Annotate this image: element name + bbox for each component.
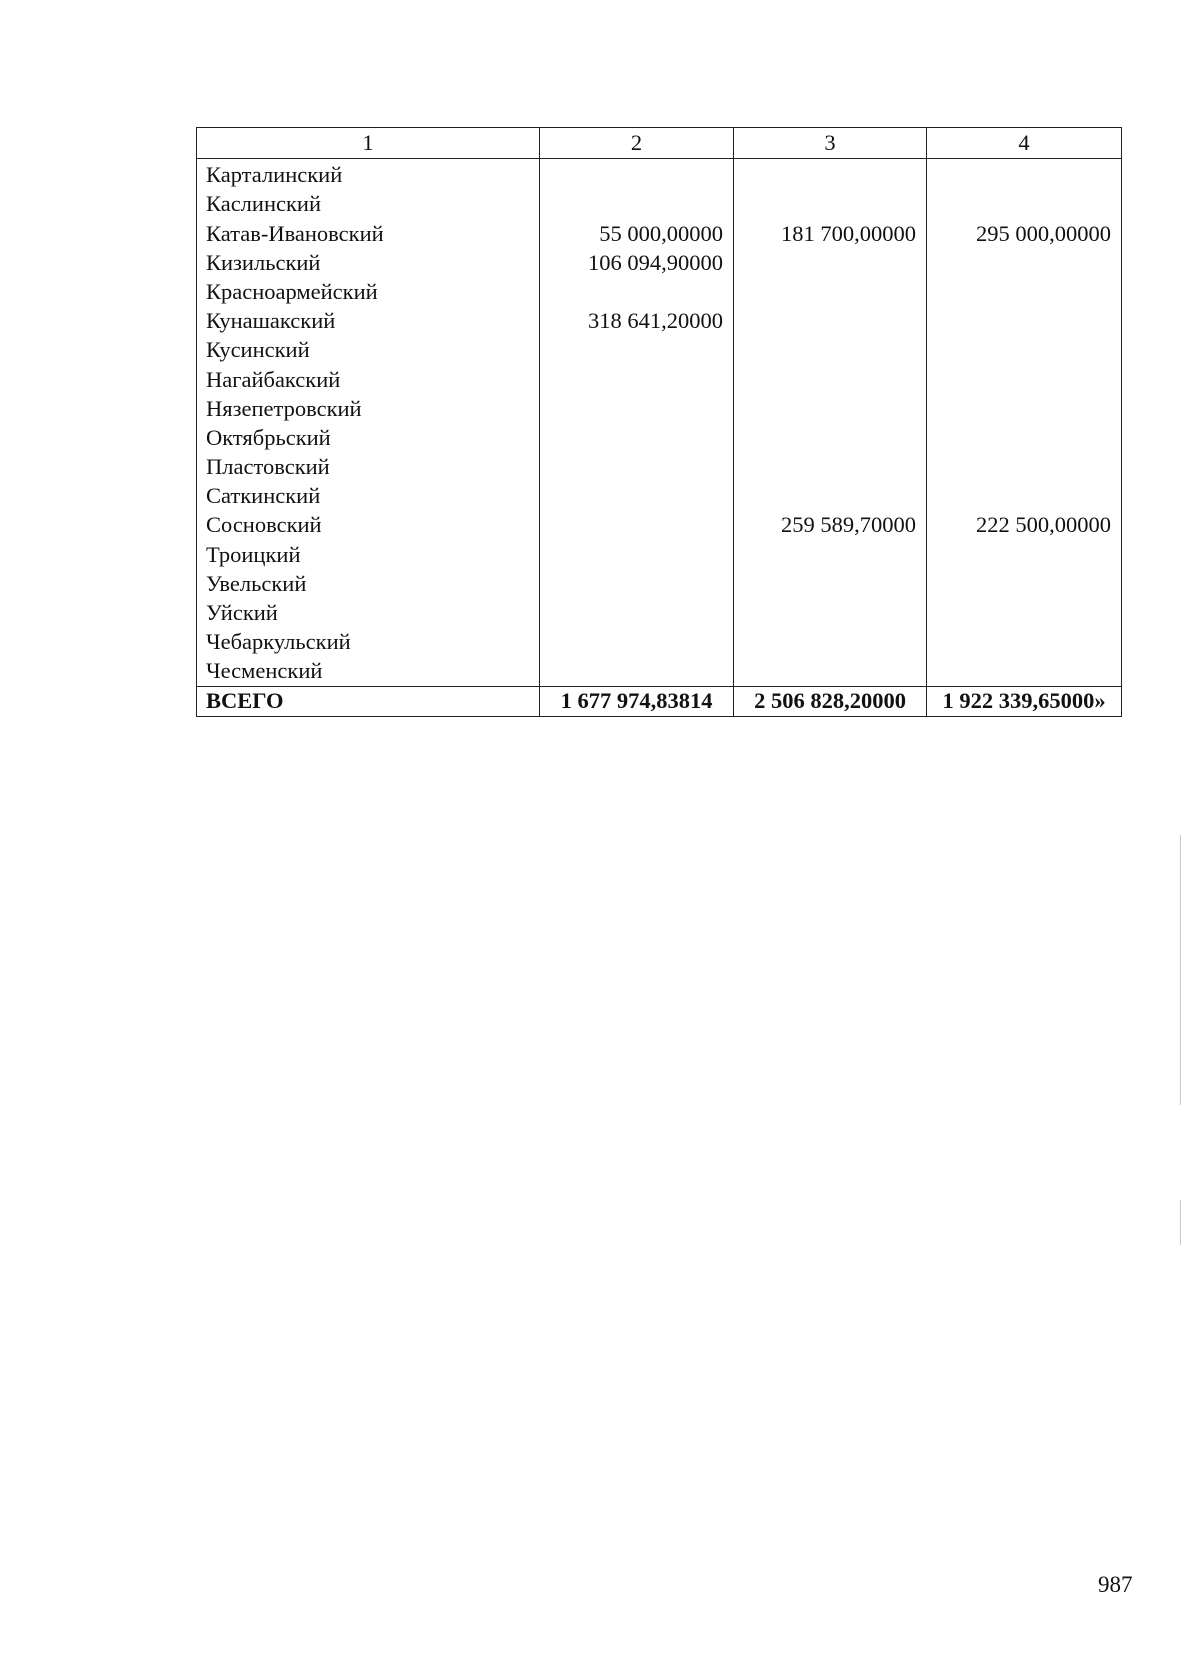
table-row	[197, 336, 1122, 365]
data-table	[196, 127, 1122, 717]
value-col-2	[540, 540, 734, 569]
header-cell: 3	[734, 128, 927, 159]
table-row	[197, 657, 1122, 687]
value-col-3: 181 700,00000	[734, 219, 927, 248]
district-name: Нязепетровский	[197, 395, 540, 424]
district-name: Кусинский	[197, 336, 540, 365]
value-col-2	[540, 190, 734, 219]
value-col-4	[927, 482, 1122, 511]
scan-artifact-line	[1180, 835, 1181, 1105]
table-row	[197, 453, 1122, 482]
district-name: Увельский	[197, 570, 540, 599]
value-col-4	[927, 424, 1122, 453]
value-col-4	[927, 159, 1122, 191]
value-col-3	[734, 628, 927, 657]
value-col-4	[927, 307, 1122, 336]
table-row	[197, 278, 1122, 307]
table-row	[197, 628, 1122, 657]
value-col-2	[540, 424, 734, 453]
district-name: Каслинский	[197, 190, 540, 219]
total-col-2: 1 677 974,83814	[540, 687, 734, 717]
value-col-3	[734, 599, 927, 628]
value-col-2	[540, 628, 734, 657]
value-col-4	[927, 395, 1122, 424]
district-name: Троицкий	[197, 540, 540, 569]
table-row	[197, 482, 1122, 511]
table-row	[197, 249, 1122, 278]
value-col-2	[540, 599, 734, 628]
value-col-2	[540, 365, 734, 394]
table-row	[197, 540, 1122, 569]
value-col-3	[734, 540, 927, 569]
value-col-2: 106 094,90000	[540, 249, 734, 278]
page-number: 987	[1098, 1572, 1133, 1597]
value-col-3	[734, 336, 927, 365]
table-row	[197, 365, 1122, 394]
value-col-3	[734, 190, 927, 219]
value-col-3: 259 589,70000	[734, 511, 927, 540]
value-col-3	[734, 159, 927, 191]
district-name: Кунашакский	[197, 307, 540, 336]
table-row	[197, 570, 1122, 599]
value-col-4	[927, 249, 1122, 278]
value-col-3	[734, 278, 927, 307]
district-name: Карталинский	[197, 159, 540, 191]
value-col-4	[927, 599, 1122, 628]
total-col-4: 1 922 339,65000»	[927, 687, 1122, 717]
table-row	[197, 307, 1122, 336]
value-col-2	[540, 159, 734, 191]
value-col-2	[540, 570, 734, 599]
district-name: Пластовский	[197, 453, 540, 482]
value-col-4	[927, 365, 1122, 394]
header-cell: 1	[197, 128, 540, 159]
table-row	[197, 424, 1122, 453]
value-col-4	[927, 628, 1122, 657]
table-row	[197, 219, 1122, 248]
value-col-3	[734, 424, 927, 453]
table-row	[197, 395, 1122, 424]
table-row	[197, 159, 1122, 191]
value-col-2: 318 641,20000	[540, 307, 734, 336]
district-name: Уйский	[197, 599, 540, 628]
value-col-3	[734, 365, 927, 394]
value-col-2	[540, 511, 734, 540]
district-name: Чебаркульский	[197, 628, 540, 657]
header-cell: 2	[540, 128, 734, 159]
value-col-3	[734, 307, 927, 336]
district-name: Катав-Ивановский	[197, 219, 540, 248]
value-col-4: 295 000,00000	[927, 219, 1122, 248]
value-col-4: 222 500,00000	[927, 511, 1122, 540]
district-name: Кизильский	[197, 249, 540, 278]
value-col-3	[734, 249, 927, 278]
value-col-4	[927, 657, 1122, 687]
table-row	[197, 599, 1122, 628]
total-label: ВСЕГО	[197, 687, 540, 717]
district-name: Чесменский	[197, 657, 540, 687]
district-name: Сосновский	[197, 511, 540, 540]
value-col-2	[540, 278, 734, 307]
value-col-4	[927, 336, 1122, 365]
value-col-2	[540, 395, 734, 424]
value-col-4	[927, 453, 1122, 482]
value-col-4	[927, 190, 1122, 219]
scan-artifact-line	[1180, 1200, 1181, 1245]
total-col-3: 2 506 828,20000	[734, 687, 927, 717]
value-col-4	[927, 570, 1122, 599]
value-col-2	[540, 657, 734, 687]
value-col-2	[540, 453, 734, 482]
value-col-2	[540, 336, 734, 365]
value-col-3	[734, 395, 927, 424]
header-row	[197, 128, 1122, 159]
header-cell: 4	[927, 128, 1122, 159]
total-row	[197, 687, 1122, 717]
value-col-3	[734, 657, 927, 687]
value-col-2	[540, 482, 734, 511]
value-col-2: 55 000,00000	[540, 219, 734, 248]
district-name: Красноармейский	[197, 278, 540, 307]
value-col-3	[734, 482, 927, 511]
district-name: Октябрьский	[197, 424, 540, 453]
value-col-4	[927, 540, 1122, 569]
value-col-4	[927, 278, 1122, 307]
value-col-3	[734, 453, 927, 482]
district-name: Саткинский	[197, 482, 540, 511]
table-row	[197, 190, 1122, 219]
district-name: Нагайбакский	[197, 365, 540, 394]
value-col-3	[734, 570, 927, 599]
table-row	[197, 511, 1122, 540]
